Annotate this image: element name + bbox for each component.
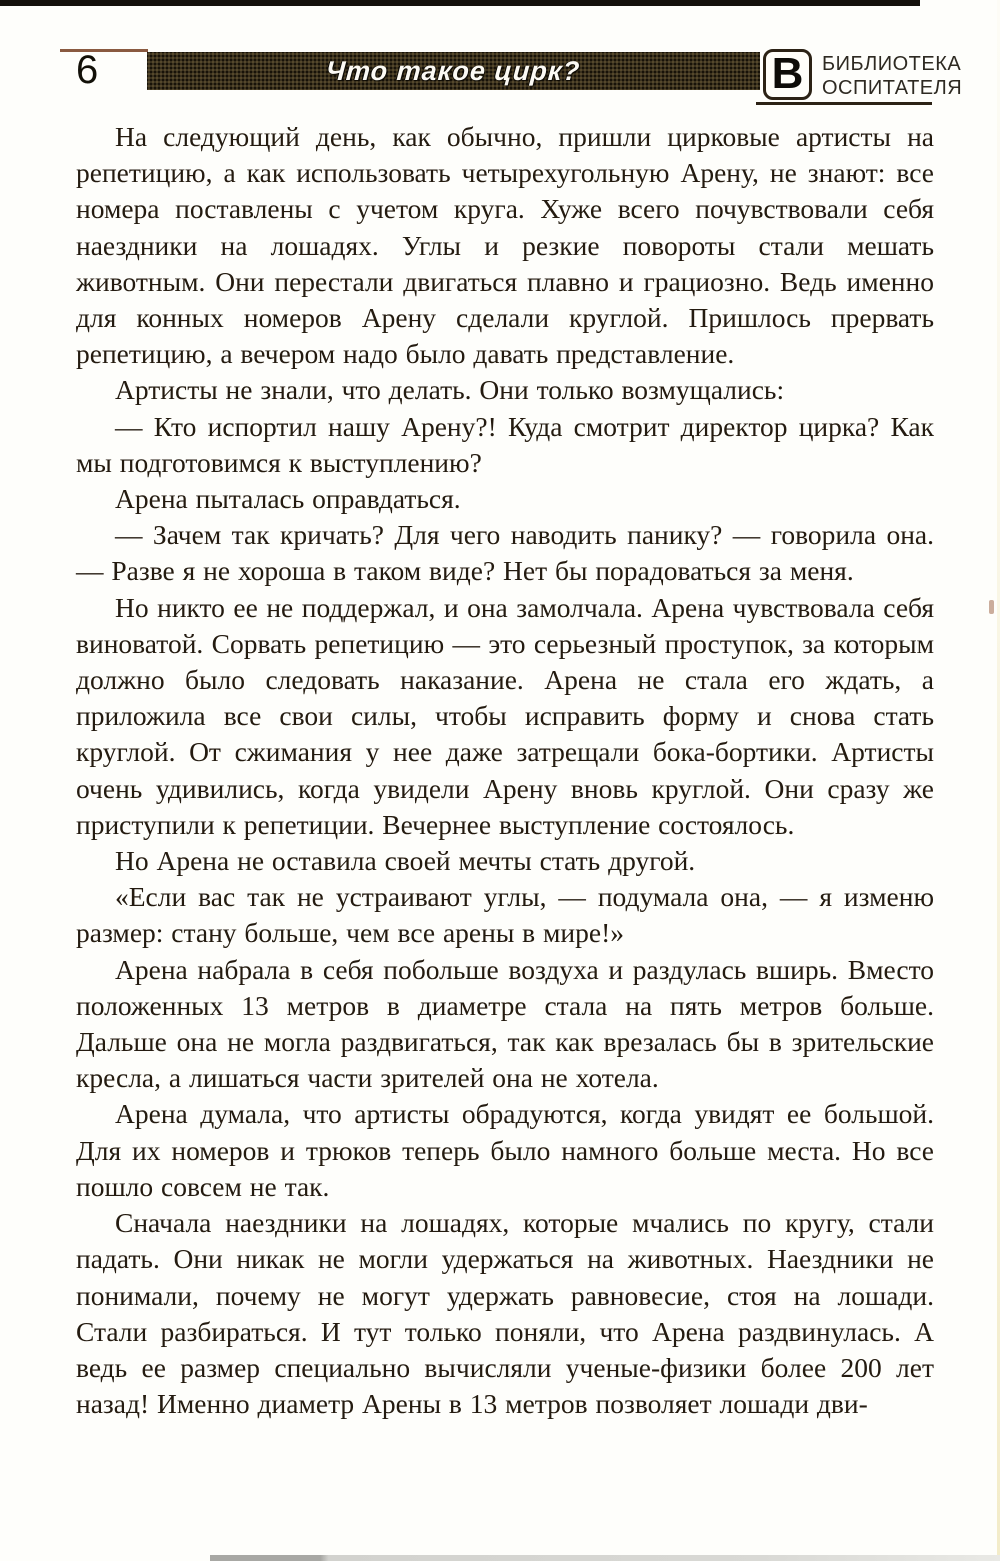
paragraph: Арена набрала в себя побольше воздуха и раздулась вширь. Вместо положенных 13 метров в диаметре стала на пять метров больше. Дальше она не могла раздвигаться, так как врезалась бы в зрительские кресла, а лишаться части зрителей она не хотела.	[76, 953, 934, 1094]
publisher-logo-initial: В	[771, 48, 804, 98]
publisher-logo-box	[763, 49, 812, 100]
publisher-caption-line2: ОСПИТАТЕЛЯ	[822, 77, 963, 99]
publisher-caption-line1: БИБЛИОТЕКА	[822, 53, 962, 75]
paragraph: — Кто испортил нашу Арену?! Куда смотрит директор цирка? Как мы подготовимся к выступлению?	[76, 410, 934, 478]
publisher-logo-underline	[756, 102, 932, 105]
paragraph: Арена думала, что артисты обрадуются, когда увидят ее большой. Для их номеров и трюков теперь было намного больше места. Но все пошло совсем не так.	[76, 1098, 934, 1202]
paragraph: Но Арена не оставила своей мечты стать другой.	[115, 845, 696, 877]
scan-bottom-edge	[210, 1555, 1000, 1561]
paragraph: Артисты не знали, что делать. Они только возмущались:	[115, 374, 785, 406]
scan-speck	[989, 600, 994, 614]
paragraph: Но никто ее не поддержал, и она замолчала. Арена чувствовала себя виноватой. Сорвать репетицию — это серьезный проступок, за которым должно было следовать наказание. Арена не стала его ждать, а приложила все свои силы, чтобы исправить форму и снова стать круглой. От сжимания у нее даже затрещали бока-бортики. Артисты очень удивились, когда увидели Арену вновь круглой. Они сразу же приступили к репетиции. Вечернее выступление состоялось.	[76, 591, 934, 840]
scan-top-edge	[0, 0, 920, 6]
page-number-rule	[60, 49, 148, 52]
page-number: 6	[76, 48, 99, 92]
chapter-title: Что такое цирк?	[325, 55, 582, 86]
chapter-header-bar	[147, 52, 760, 90]
paragraph: Сначала наездники на лошадях, которые мчались по кругу, стали падать. Они никак не могли удержаться на животных. Наездники не понимали, почему не могут удержать равновесие, стоя на лошади. Стали разбираться. И тут только поняли, что Арена раздвинулась. А ведь ее размер специально вычисляли ученые-физики более 200 лет назад! Именно диаметр Арены в 13 метров позволяет лошади дви-	[76, 1207, 934, 1420]
paragraph: На следующий день, как обычно, пришли цирковые артисты на репетицию, а как использовать четырехугольную Арену, не знают: все номера поставлены с учетом круга. Хуже всего почувствовали себя наездники на лошадях. Углы и резкие повороты стали мешать животным. Они перестали двигаться плавно и грациозно. Ведь именно для конных номеров Арену сделали круглой. Пришлось прервать репетицию, а вечером надо было давать представление.	[76, 121, 934, 370]
story-text	[76, 119, 934, 1422]
paragraph: Арена пыталась оправдаться.	[115, 483, 461, 515]
paragraph: — Зачем так кричать? Для чего наводить панику? — говорила она. — Разве я не хороша в таком виде? Нет бы порадоваться за меня.	[76, 519, 934, 587]
publisher-logo-caption	[822, 52, 962, 100]
paragraph: «Если вас так не устраивают углы, — подумала она, — я изменю размер: стану больше, чем все арены в мире!»	[76, 881, 934, 949]
